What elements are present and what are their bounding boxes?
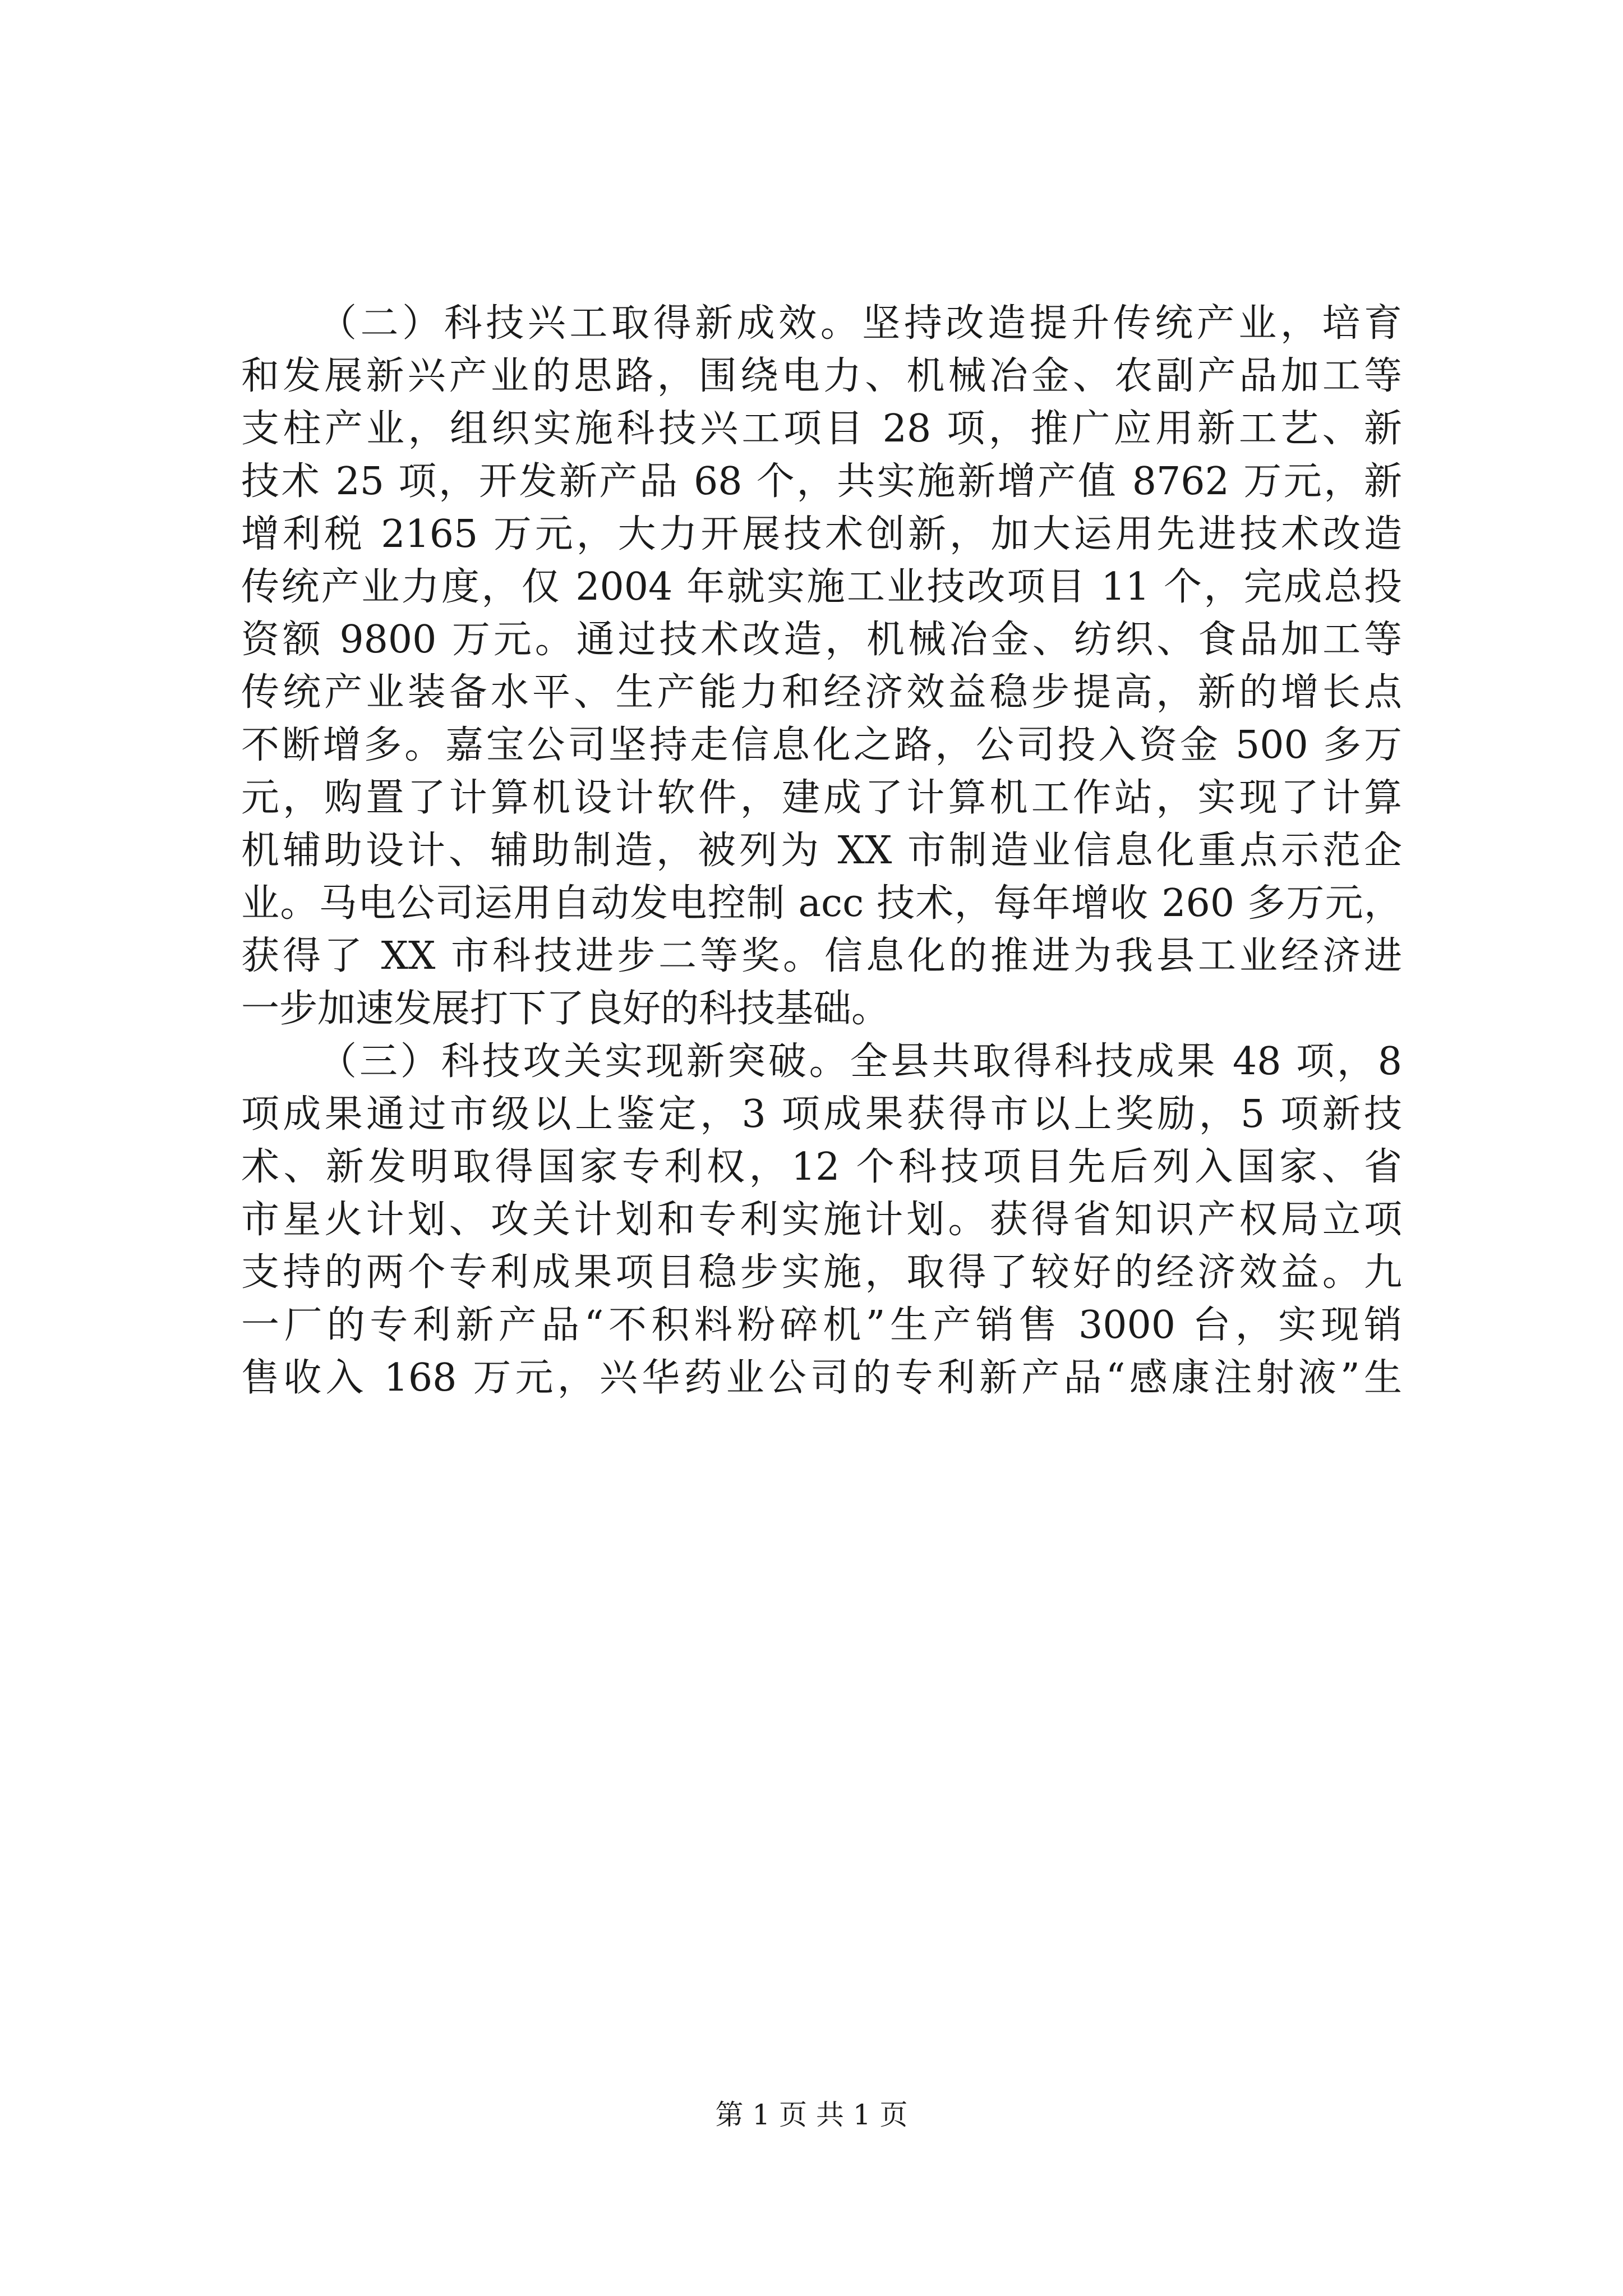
paragraph-line: 和发展新兴产业的思路，围绕电力、机械冶金、农副产品加工等	[241, 354, 1402, 398]
paragraph-line: 不断增多。嘉宝公司坚持走信息化之路，公司投入资金 500 多万	[241, 723, 1402, 767]
paragraph-line: 元，购置了计算机设计软件，建成了计算机工作站，实现了计算	[241, 776, 1402, 820]
paragraph-line: 机辅助设计、辅助制造，被列为 XX 市制造业信息化重点示范企	[241, 829, 1402, 873]
paragraph-line: 资额 9800 万元。通过技术改造，机械冶金、纺织、食品加工等	[241, 618, 1402, 662]
paragraph-line: 传统产业力度，仅 2004 年就实施工业技改项目 11 个，完成总投	[241, 565, 1402, 609]
paragraph-line: （三）科技攻关实现新突破。全县共取得科技成果 48 项，8	[319, 1039, 1402, 1084]
paragraph-line: 售收入 168 万元，兴华药业公司的专利新产品“感康注射液”生	[241, 1356, 1402, 1400]
paragraph-line: 增利税 2165 万元，大力开展技术创新，加大运用先进技术改造	[241, 512, 1402, 556]
document-body	[241, 297, 1402, 1405]
paragraph-line: 技术 25 项，开发新产品 68 个，共实施新增产值 8762 万元，新	[241, 459, 1402, 504]
paragraph-line: 支柱产业，组织实施科技兴工项目 28 项，推广应用新工艺、新	[241, 407, 1402, 451]
paragraph-line: 支持的两个专利成果项目稳步实施，取得了较好的经济效益。九	[241, 1250, 1402, 1295]
paragraph-line: 传统产业装备水平、生产能力和经济效益稳步提高，新的增长点	[241, 670, 1402, 715]
paragraph-line: 市星火计划、攻关计划和专利实施计划。获得省知识产权局立项	[241, 1198, 1402, 1242]
page-footer: 第 1 页 共 1 页	[715, 2099, 908, 2131]
paragraph-3	[241, 1036, 1402, 1405]
paragraph-line: 获得了 XX 市科技进步二等奖。信息化的推进为我县工业经济进	[241, 934, 1402, 978]
paragraph-line: 业。马电公司运用自动发电控制 acc 技术，每年增收 260 多万元，	[241, 881, 1402, 926]
paragraph-line: 一步加速发展打下了良好的科技基础。	[241, 987, 890, 1031]
paragraph-line: （二）科技兴工取得新成效。坚持改造提升传统产业，培育	[319, 301, 1402, 346]
paragraph-line: 术、新发明取得国家专利权，12 个科技项目先后列入国家、省	[241, 1145, 1402, 1189]
paragraph-line: 项成果通过市级以上鉴定，3 项成果获得市以上奖励，5 项新技	[241, 1092, 1402, 1137]
paragraph-2	[241, 297, 1402, 1036]
paragraph-line: 一厂的专利新产品“不积料粉碎机”生产销售 3000 台，实现销	[241, 1303, 1402, 1347]
